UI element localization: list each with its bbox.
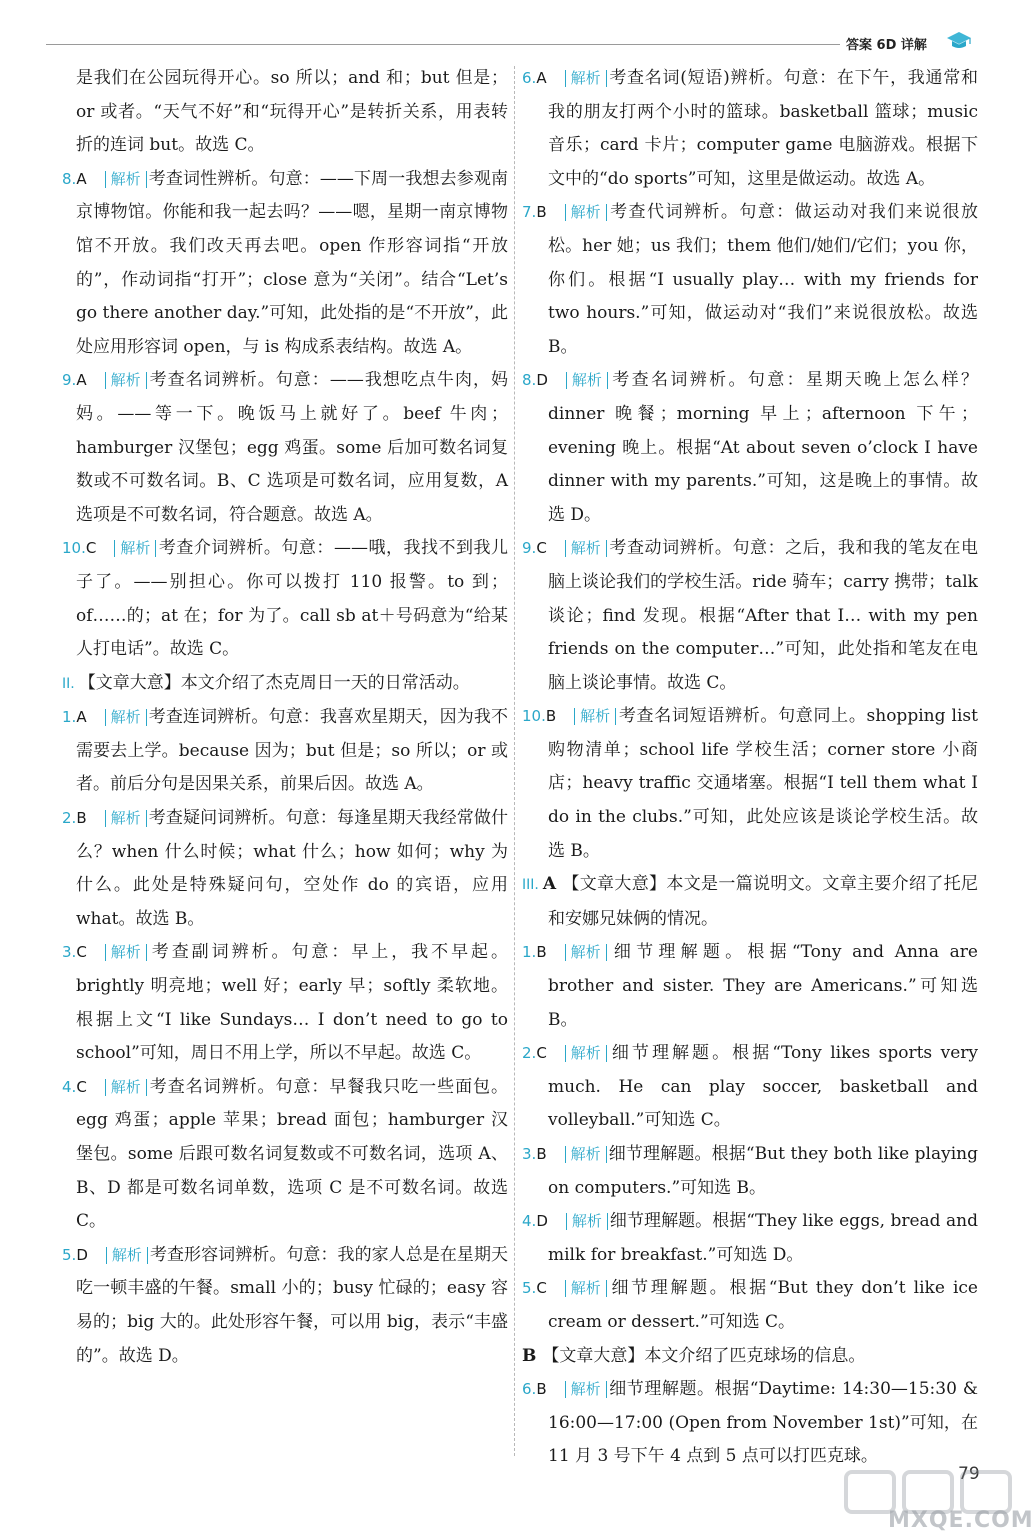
analysis-tag: 解析 xyxy=(105,944,147,961)
question-number: 2. xyxy=(522,1044,537,1063)
answer-item xyxy=(62,163,508,365)
analysis-tag: 解析 xyxy=(565,540,607,557)
answer-text: 考查连词辨析。句意：我喜欢星期天，因为我不需要去上学。because 因为；but 但是；so 所以；or 或者。前后分句是因果关系，前果后因。故选 A。 xyxy=(76,707,508,795)
answer-text: 考查名词辨析。句意：星期天晚上怎么样？dinner 晚餐；morning 早上；afternoon 下午；evening 晚上。根据“At about seven o’clock I have dinner with my parents.”可知，这是晚上的事情。故选 D。 xyxy=(548,370,978,525)
answer-text: 考查词性辨析。句意：——下周一我想去参观南京博物馆。你能和我一起去吗？——嗯，星期一南京博物馆不开放。我们改天再去吧。open 作形容词指“开放的”，作动词指“打开”；close 意为“关闭”。结合“Let’s go there another day.”可知，此处指的是“不开放”，此处应用形容词 open，与 is 构成系表结构。故选 A。 xyxy=(76,168,508,357)
header-rule xyxy=(46,44,840,45)
answer-choice: C xyxy=(76,943,87,962)
right-column xyxy=(522,62,978,1474)
column-divider xyxy=(514,66,515,1456)
answer-choice: B xyxy=(536,1145,547,1163)
question-number: 8. xyxy=(522,371,537,390)
answer-text: 是我们在公园玩得开心。so 所以；and 和；but 但是；or 或者。“天气不好”和“玩得开心”是转折关系，用表转折的连词 but。故选 C。 xyxy=(76,68,508,156)
question-number: 4. xyxy=(522,1212,537,1231)
section-heading xyxy=(522,868,978,936)
question-number: 3. xyxy=(522,1145,537,1163)
passage-letter: B xyxy=(522,1345,537,1366)
question-number: 1. xyxy=(62,708,77,727)
summary-text: 本文是一篇说明文。文章主要介绍了托尼和安娜兄妹俩的情况。 xyxy=(548,874,979,929)
answer-text: 细节理解题。根据“Daytime: 14:30—15:30 & 16:00—17:00 (Open from November 1st)”可知，在 11 月 3 号下午 4 点到 5 点可以打匹克球。 xyxy=(548,1379,978,1467)
analysis-tag: 解析 xyxy=(114,540,156,557)
answer-item xyxy=(522,1205,978,1272)
analysis-tag: 解析 xyxy=(106,1247,148,1264)
continued-paragraph xyxy=(62,62,508,163)
analysis-tag: 解析 xyxy=(105,372,147,389)
answer-choice: B xyxy=(545,707,557,726)
answer-item xyxy=(62,936,508,1070)
analysis-tag: 解析 xyxy=(565,1146,607,1163)
section-heading xyxy=(522,1340,978,1374)
answer-choice: A xyxy=(76,169,87,188)
question-number: 1. xyxy=(522,943,537,962)
analysis-tag: 解析 xyxy=(565,944,607,961)
watermark-text: MXQE.COM xyxy=(888,1508,1034,1533)
answer-choice: C xyxy=(536,539,547,558)
analysis-tag: 解析 xyxy=(565,70,607,87)
answer-choice: D xyxy=(76,1245,88,1264)
question-number: 4. xyxy=(62,1077,77,1096)
section-number: II. xyxy=(62,675,75,692)
answer-choice: B xyxy=(536,1380,547,1399)
answer-choice: B xyxy=(536,203,547,222)
answer-item xyxy=(522,196,978,364)
analysis-tag: 解析 xyxy=(566,1213,608,1230)
answer-text: 细节理解题。根据“But they don’t like ice cream or dessert.”可知选 C。 xyxy=(548,1278,978,1332)
answer-text: 考查副词辨析。句意：早上，我不早起。brightly 明亮地；well 好；early 早；softly 柔软地。根据上文“I like Sundays… I don’t need to go to school”可知，周日不用上学，所以不早起。故选 C。 xyxy=(76,942,508,1064)
summary-label: 【文章大意】 xyxy=(78,672,181,693)
answer-item xyxy=(522,1138,978,1205)
analysis-tag: 解析 xyxy=(566,372,608,389)
answer-choice: C xyxy=(76,1077,87,1096)
answer-text: 细节理解题。根据“Tony likes sports very much. He can play soccer, basketball and volleyball.”可知选 C。 xyxy=(548,1043,978,1131)
answer-text: 细节理解题。根据“But they both like playing on computers.”可知选 B。 xyxy=(548,1144,978,1198)
question-number: 7. xyxy=(522,203,537,222)
summary-label: 【文章大意】 xyxy=(562,874,667,895)
answer-text: 考查形容词辨析。句意：我的家人总是在星期天吃一顿丰盛的午餐。small 小的；busy 忙碌的；easy 容易的；big 大的。此处形容午餐，可以用 big，表示“丰盛的”。故选 D。 xyxy=(76,1244,508,1366)
answer-text: 考查名词辨析。句意：——我想吃点牛肉，妈妈。——等一下。晚饭马上就好了。beef 牛肉；hamburger 汉堡包；egg 鸡蛋。some 后加可数名词复数或不可数名词。B、C 选项是可数名词，应用复数，A 选项是不可数名词，符合题意。故选 A。 xyxy=(76,370,508,525)
answer-item xyxy=(62,364,508,532)
summary-text: 本文介绍了杰克周日一天的日常活动。 xyxy=(180,672,470,693)
answer-choice: C xyxy=(536,1044,547,1063)
page-number: 79 xyxy=(958,1464,980,1484)
analysis-tag: 解析 xyxy=(574,708,616,725)
analysis-tag: 解析 xyxy=(105,171,147,188)
answer-item xyxy=(62,1071,508,1239)
question-number: 2. xyxy=(62,809,77,828)
question-number: 5. xyxy=(522,1279,537,1298)
answer-item xyxy=(522,936,978,1037)
answer-text: 考查代词辨析。句意：做运动对我们来说很放松。her 她；us 我们；them 他们/她们/它们；you 你，你们。根据“I usually play… with my friends for two hours.”可知，做运动对“我们”来说很放松。故选 B。 xyxy=(548,202,978,357)
analysis-tag: 解析 xyxy=(105,810,147,827)
section-number: III. xyxy=(522,877,539,894)
header-label: 答案 6D 详解 xyxy=(846,38,927,53)
answer-item xyxy=(62,532,508,666)
question-number: 10. xyxy=(62,539,86,558)
answer-choice: B xyxy=(536,943,547,962)
answer-item xyxy=(522,62,978,196)
answer-choice: A xyxy=(76,371,87,390)
left-column xyxy=(62,62,508,1373)
passage-letter: A xyxy=(542,874,557,895)
analysis-tag: 解析 xyxy=(105,1079,147,1096)
answer-choice: D xyxy=(536,371,548,390)
analysis-tag: 解析 xyxy=(105,709,147,726)
graduation-cap-icon xyxy=(946,30,972,50)
answer-item xyxy=(522,1037,978,1138)
analysis-tag: 解析 xyxy=(565,1045,607,1062)
answer-choice: C xyxy=(85,539,97,558)
summary-text: 本文介绍了匹克球场的信息。 xyxy=(644,1345,866,1366)
question-number: 9. xyxy=(62,371,77,390)
answer-text: 考查介词辨析。句意：——哦，我找不到我儿子了。——别担心。你可以拨打 110 报警。to 到；of……的；at 在；for 为了。call sb at＋号码意为“给某人打电话”。故选 C。 xyxy=(76,538,508,660)
question-number: 8. xyxy=(62,169,77,188)
answer-item xyxy=(522,700,978,868)
answer-text: 细节理解题。根据“Tony and Anna are brother and sister. They are Americans.”可知选 B。 xyxy=(548,942,978,1030)
section-heading xyxy=(62,667,508,702)
answer-choice: D xyxy=(536,1212,548,1231)
question-number: 10. xyxy=(522,707,546,726)
answer-item xyxy=(522,532,978,700)
answer-item xyxy=(62,1239,508,1373)
answer-text: 考查疑问词辨析。句意：每逢星期天我经常做什么？when 什么时候；what 什么；how 如何；why 为什么。此处是特殊疑问句，空处作 do 的宾语，应用 what。故选 B。 xyxy=(76,808,508,929)
answer-item xyxy=(62,701,508,802)
summary-label: 【文章大意】 xyxy=(542,1345,645,1366)
question-number: 9. xyxy=(522,539,537,558)
question-number: 3. xyxy=(62,943,77,962)
answer-text: 细节理解题。根据“They like eggs, bread and milk for breakfast.”可知选 D。 xyxy=(548,1211,978,1265)
question-number: 5. xyxy=(62,1245,77,1264)
answer-choice: B xyxy=(76,809,87,828)
analysis-tag: 解析 xyxy=(565,1381,607,1398)
question-number: 6. xyxy=(522,1380,537,1399)
answer-text: 考查名词辨析。句意：早餐我只吃一些面包。egg 鸡蛋；apple 苹果；bread 面包；hamburger 汉堡包。some 后跟可数名词复数或不可数名词，选项 A、B、D 都是可数名词单数，选项 C 是不可数名词。故选 C。 xyxy=(76,1076,508,1232)
answer-item xyxy=(522,1272,978,1339)
analysis-tag: 解析 xyxy=(565,204,607,221)
question-number: 6. xyxy=(522,69,537,87)
answer-choice: C xyxy=(536,1279,547,1298)
answer-item xyxy=(522,1373,978,1474)
answer-choice: A xyxy=(76,708,87,727)
answer-choice: A xyxy=(536,69,547,87)
answer-item xyxy=(62,802,508,936)
answer-text: 考查名词(短语)辨析。句意：在下午，我通常和我的朋友打两个小时的篮球。basketball 篮球；music 音乐；card 卡片；computer game 电脑游戏。根据下文中的“do sports”可知，这里是做运动。故选 A。 xyxy=(548,68,978,189)
answer-text: 考查动词辨析。句意：之后，我和我的笔友在电脑上谈论我们的学校生活。ride 骑车；carry 携带；talk 谈论；find 发现。根据“After that I… with my pen friends on the computer…”可知，此处指和笔友在电脑上谈论事情。故选 C。 xyxy=(548,538,978,693)
answer-text: 考查名词短语辨析。句意同上。shopping list 购物清单；school life 学校生活；corner store 小商店；heavy traffic 交通堵塞。根据“I tell them what I do in the clubs.”可知，此处应该是谈论学校生活。故选 B。 xyxy=(548,706,978,861)
answer-item xyxy=(522,364,978,532)
analysis-tag: 解析 xyxy=(565,1280,607,1297)
